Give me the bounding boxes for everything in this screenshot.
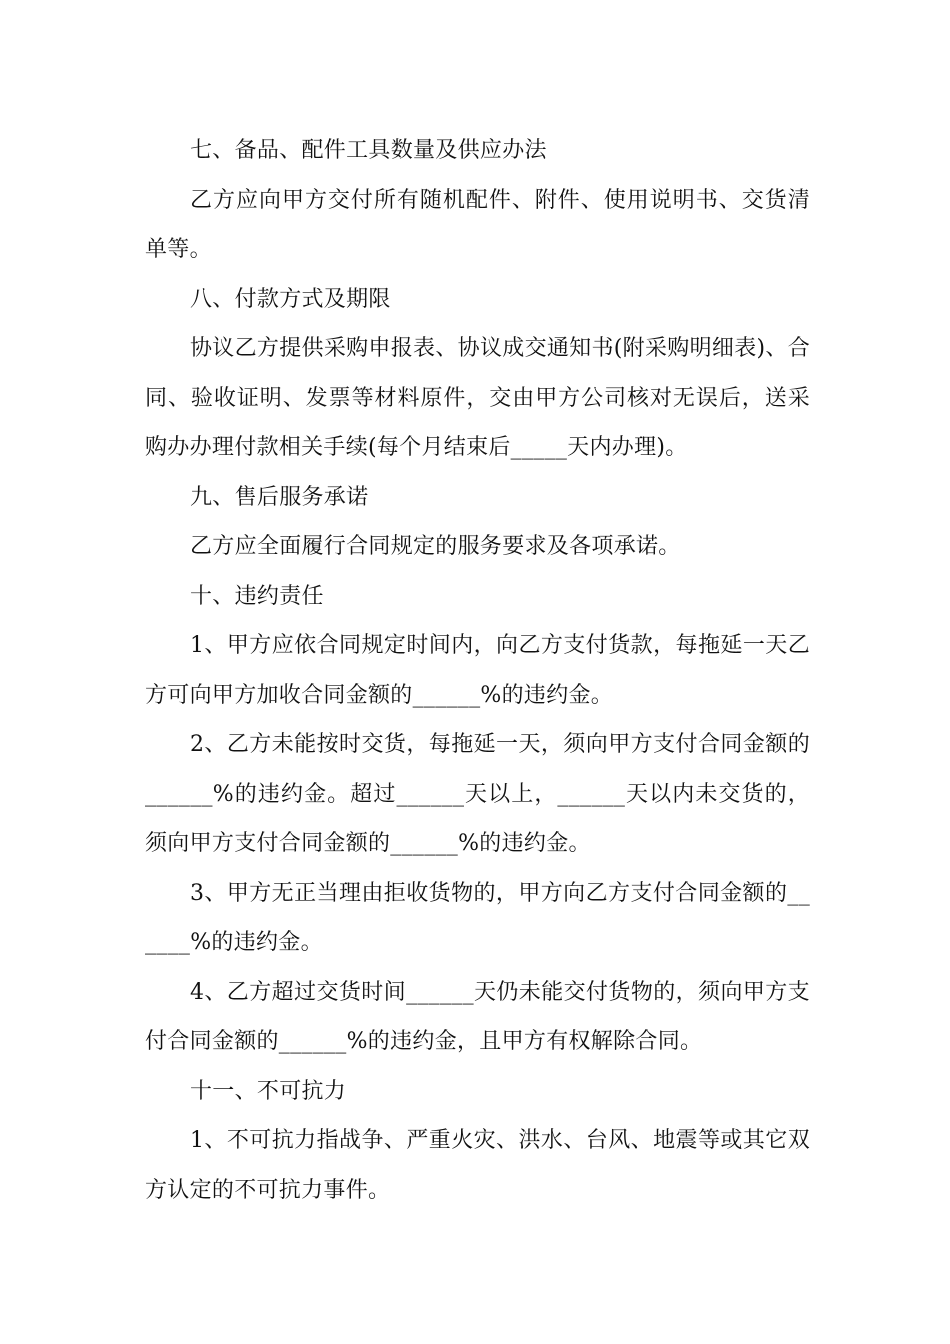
clause-item: 1、甲方应依合同规定时间内，向乙方支付货款，每拖延一天乙方可向甲方加收合同金额的______%的违约金。 — [145, 633, 810, 708]
clause-item: 3、甲方无正当理由拒收货物的，甲方向乙方支付合同金额的______%的违约金。 — [145, 880, 810, 955]
section-heading-11: 十一、不可抗力 — [190, 1078, 347, 1104]
section-heading-9: 九、售后服务承诺 — [190, 484, 369, 510]
clause-item: 2、乙方未能按时交货，每拖延一天，须向甲方支付合同金额的______%的违约金。超过______天以上，______天以内未交货的，须向甲方支付合同金额的______%的违约金。 — [145, 732, 810, 856]
clause-item: 4、乙方超过交货时间______天仍未能交付货物的，须向甲方支付合同金额的______%的违约金，且甲方有权解除合同。 — [145, 979, 810, 1054]
section-heading-8: 八、付款方式及期限 — [190, 286, 391, 312]
document-body — [145, 126, 810, 1215]
paragraph: 协议乙方提供采购申报表、协议成交通知书(附采购明细表)、合同、验收证明、发票等材料原件，交由甲方公司核对无误后，送采购办办理付款相关手续(每个月结束后_____天内办理)。 — [145, 336, 810, 460]
clause-item: 1、不可抗力指战争、严重火灾、洪水、台风、地震等或其它双方认定的不可抗力事件。 — [145, 1128, 810, 1203]
section-heading-10: 十、违约责任 — [190, 583, 324, 609]
section-heading-7: 七、备品、配件工具数量及供应办法 — [190, 138, 547, 163]
paragraph: 乙方应向甲方交付所有随机配件、附件、使用说明书、交货清单等。 — [145, 187, 810, 262]
paragraph: 乙方应全面履行合同规定的服务要求及各项承诺。 — [190, 534, 681, 559]
